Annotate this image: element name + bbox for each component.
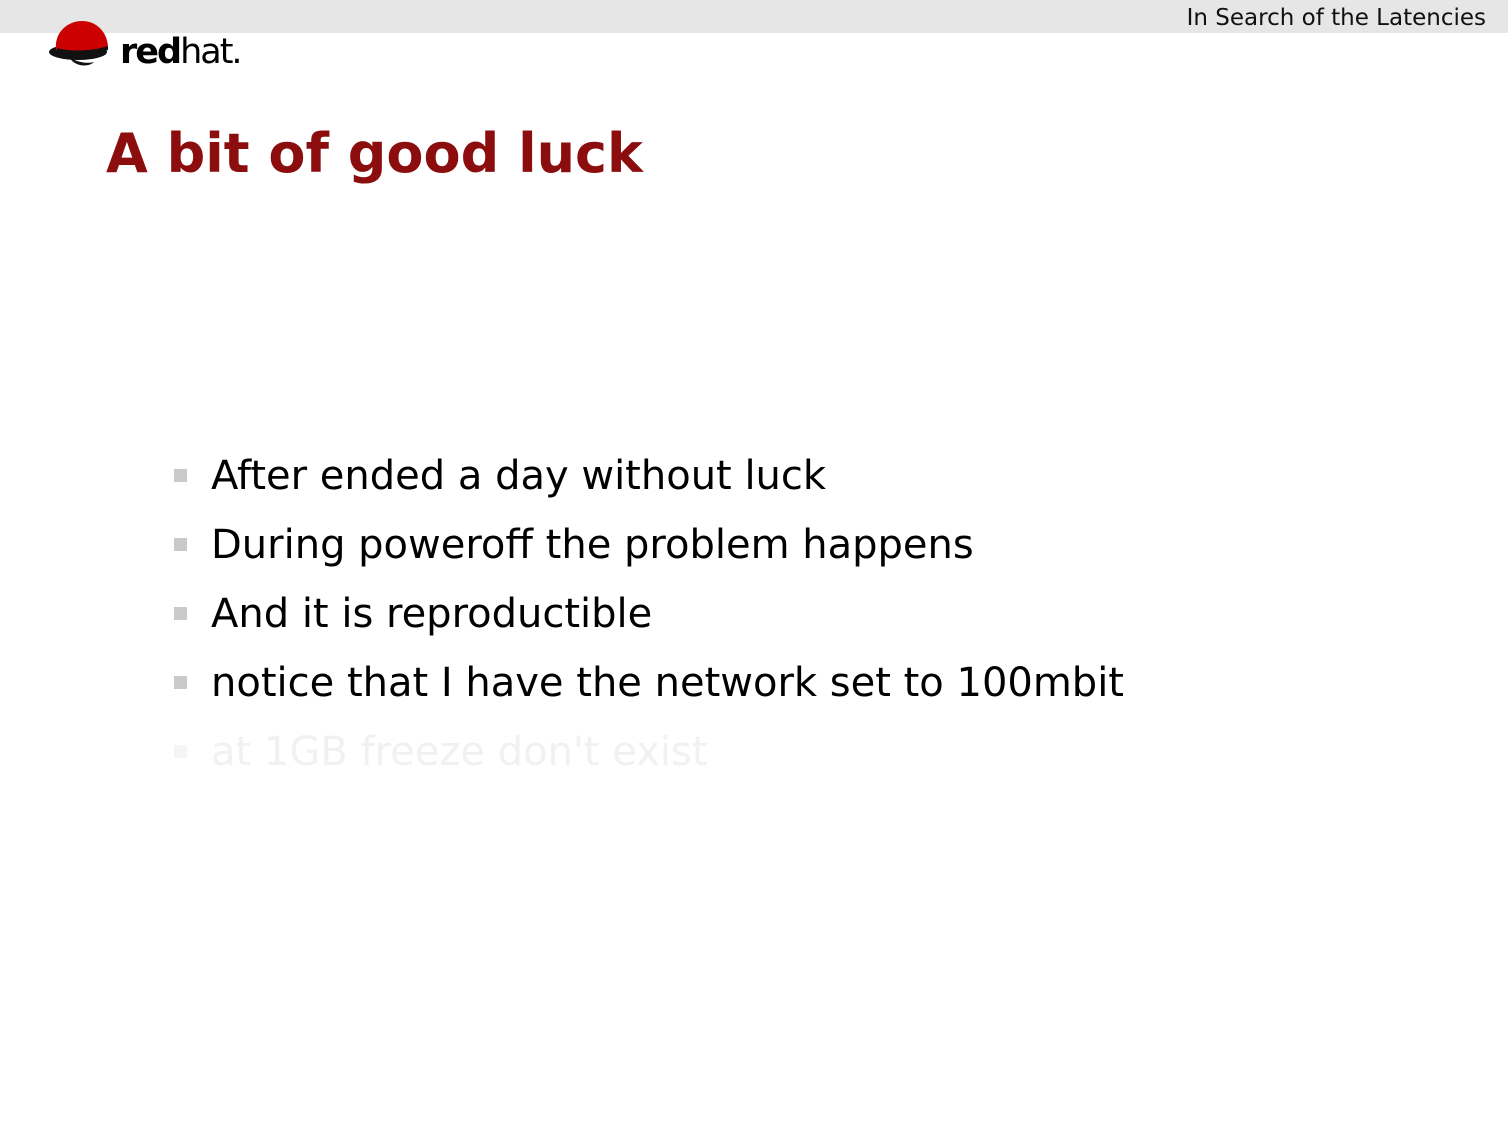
presentation-title: In Search of the Latencies (1186, 5, 1486, 31)
redhat-wordmark (120, 32, 241, 72)
bullet-item (170, 510, 1124, 579)
bullet-text: at 1GB freeze don't exist (211, 728, 708, 775)
redhat-logo (48, 18, 241, 74)
bullet-item (170, 441, 1124, 510)
bullet-text: notice that I have the network set to 100mbit (211, 659, 1124, 706)
wordmark-red: red (120, 32, 181, 72)
bullet-square-icon (174, 745, 187, 758)
slide-title: A bit of good luck (106, 122, 643, 185)
red-hat-fedora-icon (48, 18, 114, 70)
bullet-text: During poweroff the problem happens (211, 521, 974, 568)
bullet-text: And it is reproductible (211, 590, 653, 637)
bullet-list (170, 441, 1124, 786)
bullet-square-icon (174, 538, 187, 551)
bullet-item (170, 579, 1124, 648)
wordmark-hat: hat. (180, 32, 241, 72)
bullet-text: After ended a day without luck (211, 452, 827, 499)
bullet-square-icon (174, 607, 187, 620)
bullet-item (170, 648, 1124, 717)
bullet-square-icon (174, 676, 187, 689)
bullet-square-icon (174, 469, 187, 482)
bullet-item-faded (170, 717, 1124, 786)
